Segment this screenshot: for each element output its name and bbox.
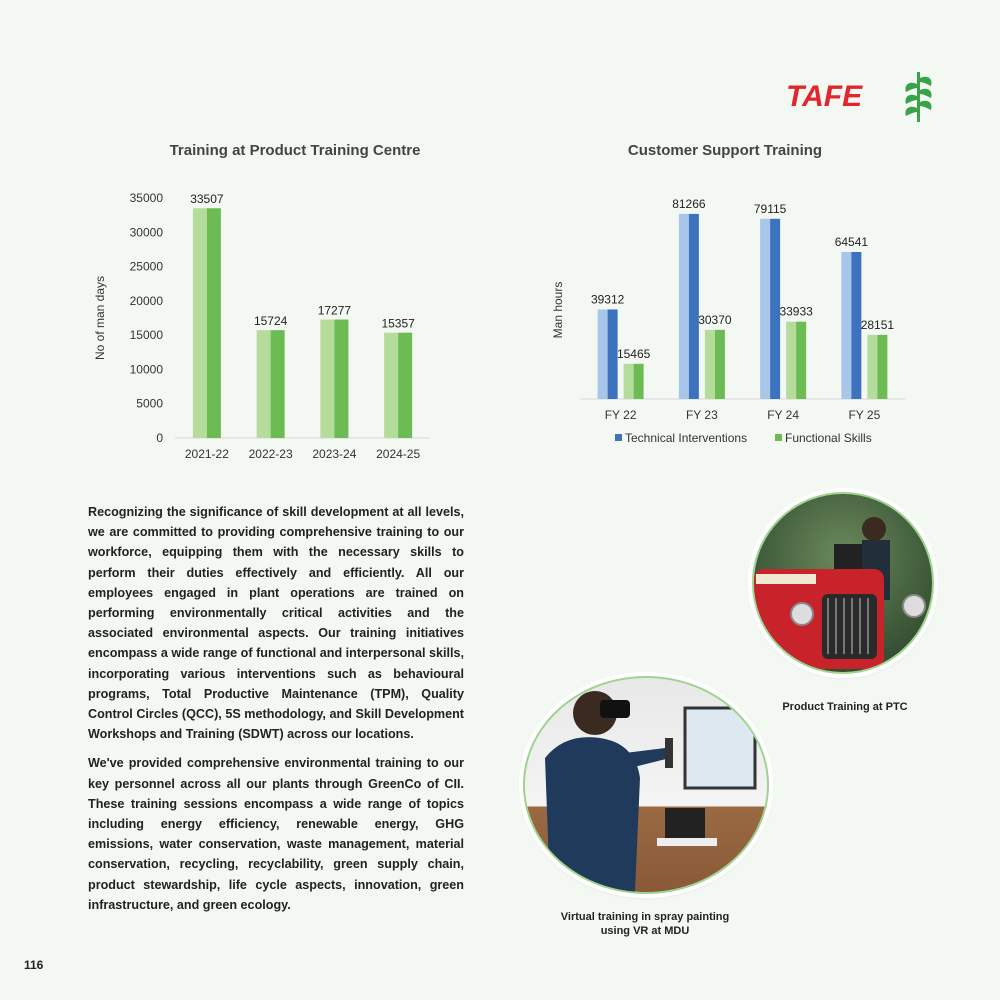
bar-2024-25-right — [398, 333, 412, 438]
x-tick-label: FY 23 — [685, 408, 718, 422]
x-tick-label: FY 25 — [848, 408, 881, 422]
data-label-FY 23-s1: 30370 — [698, 312, 732, 327]
bar-FY 24-s1-left — [786, 322, 796, 399]
tractor-caption: Product Training at PTC — [782, 701, 908, 713]
data-label-2022-23: 15724 — [253, 314, 288, 329]
y-tick-label: 0 — [156, 431, 163, 445]
x-tick-label: 2021-22 — [184, 447, 229, 461]
bar-2022-23-left — [257, 330, 271, 438]
bar-FY 22-s0-left — [598, 309, 608, 399]
x-tick-label: 2024-25 — [376, 447, 421, 461]
y-axis-label: Man hours — [551, 281, 565, 339]
page-number: 116 — [24, 958, 44, 972]
tafe-logo — [786, 70, 936, 125]
y-tick-label: 20000 — [129, 293, 163, 308]
bar-FY 22-s1-left — [624, 364, 634, 399]
data-label-FY 24-s0: 79115 — [753, 201, 787, 216]
vr-caption — [540, 910, 750, 938]
x-tick-label: FY 22 — [604, 408, 637, 422]
bar-2021-22-left — [193, 208, 207, 438]
tractor-training-photo — [752, 492, 934, 674]
bar-FY 23-s1-right — [715, 330, 725, 399]
bar-FY 23-s0-right — [689, 214, 699, 399]
y-tick-label: 25000 — [129, 259, 163, 274]
x-tick-label: 2022-23 — [248, 447, 293, 461]
vr-caption-line-1: Virtual training in spray painting — [560, 911, 730, 923]
bar-2022-23-right — [271, 330, 285, 438]
paragraph-1: Recognizing the significance of skill development at all levels, we are committed to providing comprehensive training to our workforce, equipping them with the necessary skills to perform their duties effectively and efficiently. All our employees engaged in plant operations are trained on performing environmentally critical activities and the associated environmental aspects. Our training initiatives encompass a wide range of functional and interpersonal skills, incorporating various interventions such as behavioural programs, Total Productive Maintenance (TPM), Quality Control Circles (QCC), 5S methodology, and Skill Development Workshops and Training (SDWT) across our locations. — [88, 505, 464, 742]
bar-2023-24-right — [334, 320, 348, 438]
y-tick-label: 30000 — [129, 225, 163, 240]
bar-FY 23-s1-left — [705, 330, 715, 399]
data-label-2023-24: 17277 — [317, 303, 352, 318]
vr-caption-line-2: using VR at MDU — [600, 925, 690, 937]
data-label-FY 23-s0: 81266 — [672, 196, 706, 211]
chart-product-training — [80, 180, 460, 470]
data-label-FY 24-s1: 33933 — [779, 304, 813, 319]
y-tick-label: 35000 — [129, 191, 163, 205]
legend-label-s1: Functional Skills — [785, 431, 872, 445]
data-label-FY 25-s0: 64541 — [834, 234, 869, 249]
paragraph-2: We've provided comprehensive environmental training to our key personnel across all our plants through GreenCo of CII. These training sessions encompass a wide range of topics including energy efficiency, renewable energy, GHG emissions, water conservation, waste management, material conservation, recycling, recyclability, green supply chain, product stewardship, life cycle aspects, innovation, green infrastructure, and green ecology. — [88, 756, 464, 912]
data-label-FY 25-s1: 28151 — [860, 317, 895, 332]
x-tick-label: 2023-24 — [312, 447, 357, 461]
bar-FY 22-s1-right — [634, 364, 644, 399]
bar-FY 24-s0-left — [760, 219, 770, 399]
body-text — [88, 502, 464, 924]
leaf-icon — [905, 72, 931, 122]
bar-2024-25-left — [384, 333, 398, 438]
x-tick-label: FY 24 — [767, 408, 800, 422]
data-label-2024-25: 15357 — [381, 316, 415, 331]
bar-FY 25-s1-left — [867, 335, 877, 399]
bar-FY 23-s0-left — [679, 214, 689, 399]
vr-training-photo — [523, 676, 769, 894]
legend-swatch-s1 — [775, 434, 782, 441]
bar-FY 25-s0-left — [841, 252, 851, 399]
data-label-2021-22: 33507 — [190, 192, 224, 207]
y-axis-label: No of man days — [93, 275, 107, 361]
logo-wordmark: TAFE — [786, 80, 863, 113]
legend-label-s0: Technical Interventions — [625, 431, 748, 445]
chart-customer-support — [540, 180, 930, 460]
y-tick-label: 5000 — [136, 396, 163, 411]
y-tick-label: 15000 — [129, 328, 163, 343]
data-label-FY 22-s1: 15465 — [616, 346, 651, 361]
data-label-FY 22-s0: 39312 — [590, 292, 625, 307]
y-tick-label: 10000 — [129, 362, 163, 377]
bar-FY 25-s1-right — [877, 335, 887, 399]
chart-1-title: Training at Product Training Centre — [169, 142, 421, 159]
legend-swatch-s0 — [615, 434, 622, 441]
bar-2023-24-left — [320, 320, 334, 438]
bar-FY 24-s1-right — [796, 322, 806, 399]
bar-2021-22-right — [207, 208, 221, 438]
chart-2-title: Customer Support Training — [627, 142, 823, 159]
